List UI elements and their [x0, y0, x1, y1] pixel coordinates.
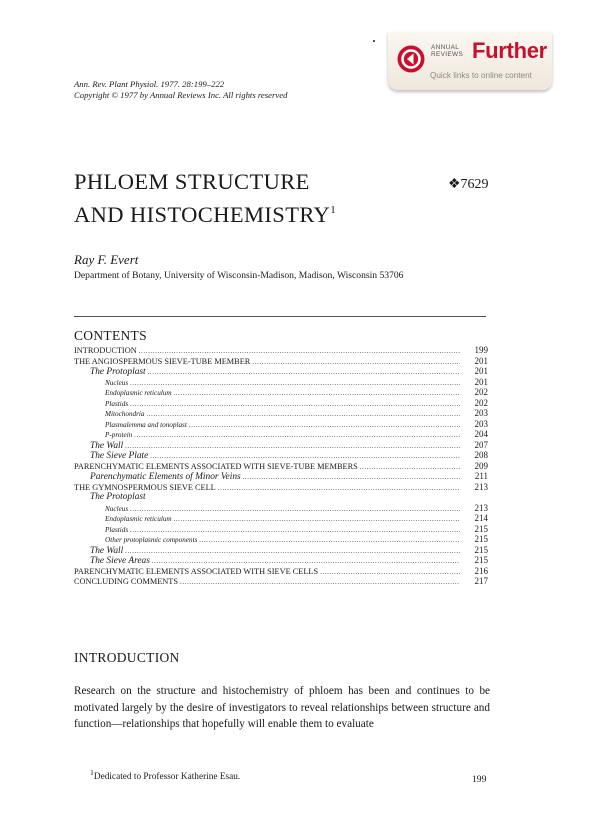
toc-entry[interactable] — [74, 345, 488, 356]
toc-entry[interactable] — [74, 576, 488, 587]
toc-entry-page: 207 — [474, 439, 488, 450]
toc-leader-dots — [139, 346, 460, 357]
toc-entry[interactable] — [74, 450, 488, 461]
toc-entry-page: 214 — [474, 513, 488, 523]
contents-heading: CONTENTS — [74, 328, 147, 343]
toc-entry-page: 208 — [474, 450, 488, 460]
further-badge[interactable] — [388, 32, 552, 90]
toc-entry[interactable] — [74, 492, 488, 503]
toc-entry[interactable] — [74, 408, 488, 419]
toc-leader-dots — [125, 546, 460, 557]
toc-leader-dots — [152, 556, 460, 567]
toc-entry-label: The Wall — [90, 545, 124, 556]
toc-entry[interactable] — [74, 555, 488, 566]
badge-tagline: Quick links to online content — [430, 71, 532, 80]
toc-leader-dots — [174, 514, 460, 525]
journal-info — [74, 79, 287, 101]
toc-entry-label: INTRODUCTION — [74, 346, 137, 355]
toc-entry[interactable] — [74, 503, 488, 514]
toc-leader-dots — [134, 430, 460, 441]
toc-entry-page: 201 — [474, 376, 488, 387]
toc-entry-label: Endoplasmic reticulum — [105, 515, 172, 523]
introduction-heading: INTRODUCTION — [74, 650, 180, 665]
toc-entry[interactable] — [74, 366, 488, 377]
toc-leader-dots — [180, 577, 460, 588]
badge-reviews: REVIEWS — [431, 51, 464, 58]
toc-leader-dots — [130, 399, 460, 410]
toc-entry-label: The Protoplast — [90, 367, 146, 377]
toc-entry[interactable] — [74, 534, 488, 545]
article-title — [74, 168, 336, 229]
toc-entry-label: Parenchymatic Elements of Minor Veins — [90, 472, 241, 482]
toc-leader-dots — [130, 525, 460, 536]
toc-entry-page: 215 — [474, 534, 488, 544]
title-footnote-mark: 1 — [330, 204, 337, 216]
toc-leader-dots — [218, 483, 460, 494]
toc-entry-label: THE GYMNOSPERMOUS SIEVE CELL — [74, 482, 216, 492]
toc-entry[interactable] — [74, 377, 488, 388]
toc-entry-page: 209 — [474, 460, 488, 471]
toc-entry-label: Plastids — [105, 525, 129, 534]
journal-copyright: Copyright © 1977 by Annual Reviews Inc. All rights reserved — [74, 90, 288, 100]
divider — [74, 316, 486, 317]
toc-leader-dots — [189, 420, 460, 431]
toc-entry-page: 201 — [474, 366, 488, 376]
introduction-paragraph: Research on the structure and histochemistry of phloem has been and continues to be motivated largely by the desire of investigators to reveal relationships between structure and function—relationships that hopefully will enable them to evaluate — [74, 685, 490, 730]
article-code: ❖7629 — [448, 177, 489, 192]
toc-entry-page: 213 — [474, 481, 488, 492]
toc-leader-dots — [125, 441, 460, 452]
page-number: 199 — [472, 774, 487, 785]
annual-reviews-logo-icon — [397, 45, 425, 73]
toc-entry-label: Nucleus — [105, 504, 129, 513]
stray-dot — [373, 40, 375, 42]
title-line-1: PHLOEM STRUCTURE — [74, 169, 310, 194]
badge-further: Further — [472, 38, 547, 63]
toc-entry[interactable] — [74, 524, 488, 535]
toc-entry-page: 203 — [474, 408, 488, 418]
toc-entry-page: 211 — [474, 471, 488, 481]
toc-leader-dots — [148, 367, 460, 378]
toc-entry-label: P-protein — [105, 431, 133, 439]
toc-entry-label: Endoplasmic reticulum — [105, 389, 172, 397]
toc-entry-label: The Sieve Plate — [90, 451, 149, 461]
toc-entry[interactable] — [74, 471, 488, 482]
toc-leader-dots — [320, 567, 460, 578]
toc-entry[interactable] — [74, 482, 488, 493]
toc-entry[interactable] — [74, 545, 488, 556]
toc-leader-dots — [252, 357, 460, 368]
toc-leader-dots — [174, 388, 460, 399]
toc-entry-label: The Protoplast — [90, 492, 146, 502]
toc-entry-page: 201 — [474, 355, 488, 366]
footnote-mark: 1 — [90, 768, 94, 777]
toc-entry[interactable] — [74, 566, 488, 577]
toc-entry-page: 215 — [474, 523, 488, 534]
toc-entry-page: 216 — [474, 565, 488, 576]
toc-entry[interactable] — [74, 513, 488, 524]
toc-entry-label: Plasmalemma and tonoplast — [105, 420, 187, 429]
toc-entry[interactable] — [74, 419, 488, 430]
toc-entry-label: THE ANGIOSPERMOUS SIEVE-TUBE MEMBER — [74, 356, 251, 366]
toc-leader-dots — [130, 378, 460, 389]
toc-entry-label: Plastids — [105, 399, 129, 408]
footnote — [90, 768, 240, 782]
toc-leader-dots — [360, 462, 460, 473]
toc-entry-page: 215 — [474, 544, 488, 555]
toc-entry-label: The Wall — [90, 440, 124, 451]
badge-annual: ANNUAL — [431, 44, 460, 51]
author-affiliation: Department of Botany, University of Wisconsin-Madison, Madison, Wisconsin 53706 — [74, 270, 404, 281]
toc-entry[interactable] — [74, 440, 488, 451]
footnote-text: Dedicated to Professor Katherine Esau. — [93, 772, 241, 783]
toc-entry[interactable] — [74, 429, 488, 440]
toc-entry-page: 202 — [474, 397, 488, 408]
toc-entry-page: 203 — [474, 418, 488, 429]
toc-entry[interactable] — [74, 398, 488, 409]
title-line-2: AND HISTOCHEMISTRY$^1$ — [74, 202, 337, 227]
toc-entry-label: Other protoplasmic components — [105, 536, 198, 544]
toc-entry-label: CONCLUDING COMMENTS — [74, 577, 178, 586]
toc-entry-page: 213 — [474, 502, 488, 513]
toc-entry[interactable] — [74, 356, 488, 367]
toc-entry-label: PARENCHYMATIC ELEMENTS ASSOCIATED WITH SIEVE CELLS — [74, 566, 319, 576]
toc-entry-page: 202 — [474, 387, 488, 397]
toc-leader-dots — [199, 535, 460, 546]
journal-citation: Ann. Rev. Plant Physiol. 1977. 28:199–222 — [74, 79, 225, 89]
toc-leader-dots — [150, 451, 460, 462]
toc-leader-dots — [243, 472, 460, 483]
toc-entry-page: 215 — [474, 555, 488, 565]
toc-leader-dots — [130, 504, 460, 515]
toc-entry-label: The Sieve Areas — [90, 556, 150, 566]
toc-entry-page: 217 — [474, 576, 488, 586]
table-of-contents — [74, 345, 488, 587]
toc-entry[interactable] — [74, 461, 488, 472]
toc-entry-label: PARENCHYMATIC ELEMENTS ASSOCIATED WITH SIEVE-TUBE MEMBERS — [74, 461, 358, 471]
toc-entry-label: Mitochondria — [105, 410, 145, 418]
toc-entry[interactable] — [74, 387, 488, 398]
toc-entry-page: 199 — [474, 345, 488, 355]
toc-entry-label: Nucleus — [105, 378, 129, 387]
author-name: Ray F. Evert — [74, 252, 139, 267]
toc-entry-page: 204 — [474, 429, 488, 439]
toc-leader-dots — [147, 409, 460, 420]
